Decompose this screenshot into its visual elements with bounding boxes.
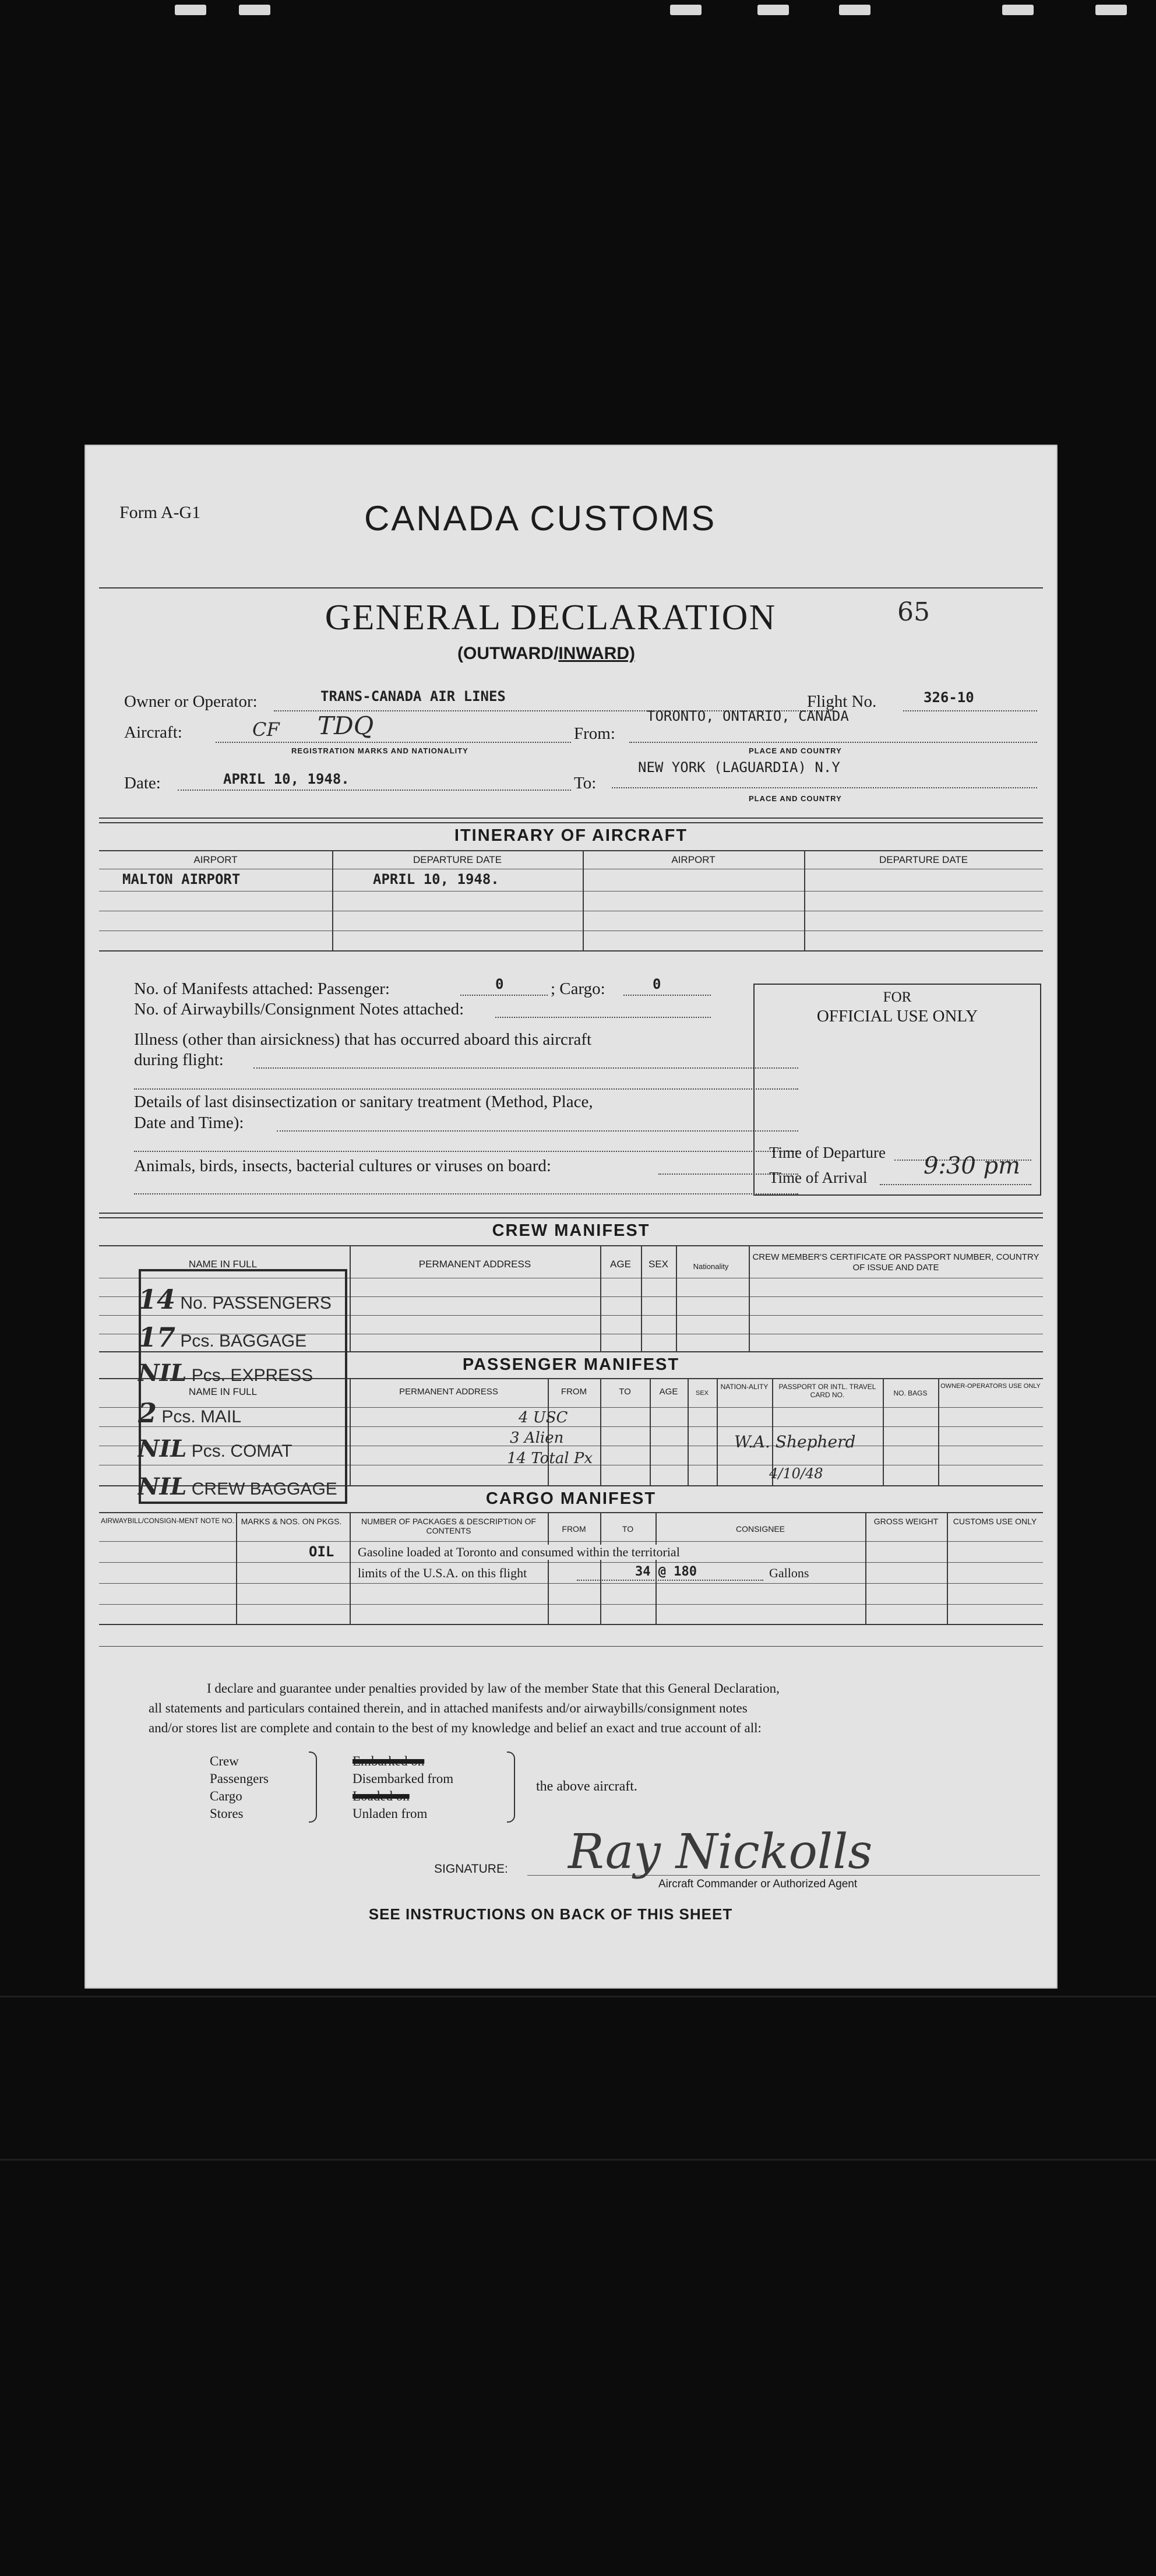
passenger-col-name: NAME IN FULL	[188, 1386, 258, 1397]
cargo-col-consignee: CONSIGNEE	[735, 1524, 785, 1534]
official-use-box	[753, 984, 1041, 1196]
flight-label: Flight No.	[807, 692, 877, 711]
column-line	[600, 1245, 601, 1351]
page-number: 65	[897, 597, 930, 627]
film-perforation	[839, 5, 870, 15]
from-caption: PLACE AND COUNTRY	[749, 746, 842, 755]
signature-label: SIGNATURE:	[434, 1862, 508, 1876]
stamp-count: 14	[138, 1284, 176, 1315]
airwaybills-label: No. of Airwaybills/Consignment Notes attached:	[134, 1000, 464, 1019]
cargo-col-weight: GROSS WEIGHT	[873, 1517, 939, 1526]
crew-col-address: PERMANENT ADDRESS	[418, 1259, 531, 1270]
flight-dotted-line	[903, 710, 1037, 711]
column-line	[676, 1245, 677, 1351]
declaration-option-disembarked: Disembarked from	[353, 1771, 454, 1786]
declaration-form	[84, 445, 1058, 1989]
passenger-manifest-title: PASSENGER MANIFEST	[462, 1355, 680, 1374]
date-label: Date:	[124, 774, 161, 792]
crew-col-certificate: CREW MEMBER'S CERTIFICATE OR PASSPORT NUMBER, COUNTRY OF ISSUE AND DATE	[752, 1252, 1039, 1273]
divider	[99, 850, 1043, 851]
divider	[99, 1217, 1043, 1218]
instructions-footer: SEE INSTRUCTIONS ON BACK OF THIS SHEET	[368, 1905, 733, 1923]
cargo-unit: Gallons	[769, 1566, 809, 1580]
stamp-count: NIL	[138, 1359, 187, 1387]
official-title-1: FOR	[883, 989, 912, 1005]
film-frame-line	[0, 2159, 1156, 2161]
film-strip-top	[0, 0, 1156, 35]
declaration-option-unladen: Unladen from	[353, 1806, 428, 1821]
passenger-col-sex: SEX	[695, 1390, 709, 1397]
column-line	[641, 1245, 642, 1351]
declaration-left-list	[210, 1753, 269, 1823]
column-line	[650, 1378, 651, 1485]
date-dotted-line	[178, 790, 571, 791]
owner-value: TRANS-CANADA AIR LINES	[320, 688, 506, 704]
crew-col-nationality: Nationality	[693, 1262, 729, 1271]
declaration-item-cargo: Cargo	[210, 1789, 242, 1803]
passenger-dotted-line	[460, 995, 548, 996]
aircraft-label: Aircraft:	[124, 723, 182, 742]
cargo-col-customs: CUSTOMS USE ONLY	[953, 1517, 1037, 1526]
brace-right	[507, 1752, 515, 1823]
film-perforation	[757, 5, 789, 15]
cargo-label: ; Cargo:	[551, 979, 605, 998]
declaration-item-stores: Stores	[210, 1806, 244, 1821]
aircraft-caption: REGISTRATION MARKS AND NATIONALITY	[291, 746, 468, 755]
column-line	[717, 1378, 718, 1485]
passenger-tally-usc: 4 USC	[519, 1409, 568, 1426]
stamp-label: Pcs. EXPRESS	[191, 1366, 313, 1385]
flight-value: 326-10	[924, 689, 974, 706]
direction-outward: (OUTWARD	[457, 644, 554, 663]
column-line	[938, 1378, 939, 1485]
film-frame-line	[0, 1996, 1156, 1997]
declaration-option-loaded: Loaded on	[353, 1789, 410, 1803]
declaration-option-embarked: Embarked on	[353, 1754, 425, 1768]
passenger-col-owner: OWNER-OPERATORS USE ONLY	[940, 1383, 1041, 1390]
passenger-col-age: AGE	[659, 1387, 678, 1397]
brace-left	[309, 1752, 317, 1823]
to-label: To:	[574, 774, 597, 792]
illness-label-1: Illness (other than airsickness) that has occurred aboard this aircraft	[134, 1030, 592, 1049]
stamp-count: 17	[138, 1322, 176, 1353]
stamp-label: Pcs. MAIL	[161, 1407, 242, 1426]
cargo-col-airwaybill: AIRWAYBILL/CONSIGN-MENT NOTE NO.	[101, 1517, 234, 1525]
column-line	[236, 1512, 237, 1624]
column-line	[600, 1512, 601, 1624]
column-line	[350, 1245, 351, 1351]
declaration-line-2: all statements and particulars contained therein, and in attached manifests and/or airwaybills/consignment notes	[149, 1701, 748, 1715]
crew-col-sex: SEX	[648, 1259, 669, 1270]
declaration-item-passengers: Passengers	[210, 1771, 269, 1786]
itinerary-date-1: APRIL 10, 1948.	[373, 871, 499, 887]
column-line	[804, 850, 805, 950]
cargo-manifest-count: 0	[653, 976, 661, 992]
illness-dotted-line-2	[134, 1088, 798, 1090]
divider	[99, 950, 1043, 952]
officer-initials: W.A. Shepherd	[734, 1432, 856, 1451]
cargo-col-to: TO	[622, 1524, 634, 1534]
stamp-row	[138, 1397, 241, 1429]
row-line	[99, 1583, 1043, 1584]
column-line	[583, 850, 584, 950]
passenger-col-bags: NO. BAGS	[893, 1389, 928, 1397]
passenger-col-to: TO	[619, 1387, 631, 1397]
aircraft-registration: TDQ	[318, 711, 374, 740]
declaration-mid-list	[353, 1753, 453, 1823]
crew-col-name: NAME IN FULL	[188, 1259, 258, 1270]
passenger-tally-total: 14 Total Px	[507, 1450, 593, 1467]
stamp-label: CREW BAGGAGE	[191, 1479, 337, 1499]
divider	[99, 1624, 1043, 1625]
disinsect-dotted-line-2	[134, 1151, 798, 1152]
from-label: From:	[574, 724, 615, 743]
to-caption: PLACE AND COUNTRY	[749, 794, 842, 803]
cargo-dotted-line	[623, 995, 711, 996]
column-line	[350, 1512, 351, 1624]
cargo-description-line-1: Gasoline loaded at Toronto and consumed within the territorial	[355, 1545, 682, 1560]
column-line	[548, 1512, 549, 1624]
crew-manifest-title: CREW MANIFEST	[492, 1221, 650, 1240]
from-dotted-line	[629, 742, 1037, 743]
illness-dotted-line	[253, 1067, 798, 1069]
passenger-col-from: FROM	[561, 1387, 587, 1397]
itinerary-col-departure: DEPARTURE DATE	[413, 854, 502, 865]
passenger-col-passport: PASSPORT OR INTL. TRAVEL CARD NO.	[778, 1383, 876, 1399]
signature-caption: Aircraft Commander or Authorized Agent	[658, 1878, 858, 1890]
stamp-label: Pcs. COMAT	[191, 1442, 292, 1461]
page-title: GENERAL DECLARATION	[325, 598, 777, 637]
stamp-row	[138, 1359, 313, 1387]
column-line	[865, 1512, 866, 1624]
itinerary-col-airport: AIRPORT	[193, 854, 238, 865]
direction-separator: /	[553, 644, 559, 663]
itinerary-airport-1: MALTON AIRPORT	[122, 871, 241, 887]
stamp-row	[138, 1435, 292, 1463]
cargo-col-from: FROM	[562, 1524, 586, 1534]
column-line	[332, 850, 333, 950]
row-line	[99, 1562, 1043, 1563]
divider	[99, 1512, 1043, 1513]
departure-time-label: Time of Departure	[769, 1144, 886, 1161]
arrival-dotted-line	[880, 1184, 1031, 1185]
aircraft-prefix: CF	[252, 718, 280, 741]
to-dotted-line	[612, 787, 1037, 788]
officer-initials-date: 4/10/48	[769, 1465, 823, 1482]
direction-inward: INWARD)	[558, 644, 635, 663]
animals-dotted-line-2	[134, 1193, 798, 1194]
arrival-time-label: Time of Arrival	[769, 1169, 868, 1186]
declaration-item-crew: Crew	[210, 1754, 239, 1768]
column-line	[749, 1245, 750, 1351]
column-line	[688, 1378, 689, 1485]
stamp-row	[138, 1322, 306, 1353]
divider	[99, 817, 1043, 819]
film-perforation	[1002, 5, 1034, 15]
form-number: Form A-G1	[119, 503, 201, 522]
cargo-col-marks: MARKS & NOS. ON PKGS.	[241, 1517, 342, 1526]
divider	[99, 1245, 1043, 1246]
film-perforation	[175, 5, 206, 15]
divider	[99, 587, 1043, 589]
film-perforation	[670, 5, 702, 15]
passenger-col-address: PERMANENT ADDRESS	[399, 1387, 498, 1397]
arrival-time-value: 9:30 pm	[924, 1153, 1021, 1179]
cargo-manifest-title: CARGO MANIFEST	[485, 1489, 657, 1508]
itinerary-title: ITINERARY OF AIRCRAFT	[454, 826, 688, 845]
stamp-count: NIL	[138, 1435, 187, 1463]
column-line	[350, 1378, 351, 1485]
declaration-line-1: I declare and guarantee under penalties provided by law of the member State that this General Declaration,	[207, 1681, 780, 1696]
film-perforation	[1095, 5, 1127, 15]
direction-label	[457, 644, 635, 664]
stamp-label: No. PASSENGERS	[180, 1294, 332, 1313]
animals-label: Animals, birds, insects, bacterial cultures or viruses on board:	[134, 1157, 551, 1175]
cargo-quantity: 34 @ 180	[635, 1564, 697, 1579]
film-perforation	[239, 5, 270, 15]
divider	[99, 1213, 1043, 1214]
airwaybills-dotted-line	[495, 1017, 711, 1018]
itinerary-col-departure-2: DEPARTURE DATE	[879, 854, 968, 865]
declaration-trailing: the above aircraft.	[536, 1779, 637, 1794]
column-line	[600, 1378, 601, 1485]
agency-title: CANADA CUSTOMS	[364, 499, 717, 538]
passenger-tally-alien: 3 Alien	[510, 1429, 564, 1447]
row-line	[99, 1604, 1043, 1605]
cargo-quantity-dotted-line	[577, 1580, 763, 1581]
stamp-row	[138, 1284, 332, 1315]
stamp-count: NIL	[138, 1473, 187, 1500]
passenger-manifest-count: 0	[495, 976, 504, 992]
aircraft-dotted-line	[216, 742, 571, 743]
manifests-label: No. of Manifests attached: Passenger:	[134, 979, 390, 998]
row-line	[99, 1541, 1043, 1542]
cargo-col-packages: NUMBER OF PACKAGES & DESCRIPTION OF CONTENTS	[361, 1517, 536, 1535]
illness-label-2: during flight:	[134, 1051, 224, 1069]
divider	[99, 822, 1043, 823]
column-line	[883, 1378, 884, 1485]
column-line	[947, 1512, 948, 1624]
passenger-col-nationality: NATION-ALITY	[720, 1383, 769, 1391]
itinerary-col-airport-2: AIRPORT	[671, 854, 716, 865]
crew-col-age: AGE	[610, 1259, 631, 1270]
official-title-2: OFFICIAL USE ONLY	[816, 1007, 978, 1026]
declaration-line-3: and/or stores list are complete and contain to the best of my knowledge and belief an exact and true account of all:	[149, 1721, 762, 1735]
owner-label: Owner or Operator:	[124, 692, 258, 711]
to-value: NEW YORK (LAGUARDIA) N.Y	[638, 759, 840, 776]
cargo-oil-mark: OIL	[309, 1544, 334, 1560]
signature-handwritten: Ray Nickolls	[568, 1824, 873, 1880]
disinsect-label-1: Details of last disinsectization or sanitary treatment (Method, Place,	[134, 1093, 593, 1111]
stamp-count: 2	[138, 1397, 157, 1429]
from-value: TORONTO, ONTARIO, CANADA	[647, 708, 849, 724]
stamp-label: Pcs. BAGGAGE	[180, 1331, 307, 1351]
cargo-description-line-2: limits of the U.S.A. on this flight	[355, 1566, 529, 1581]
date-value: APRIL 10, 1948.	[223, 771, 350, 787]
divider	[99, 1646, 1043, 1647]
disinsect-label-2: Date and Time):	[134, 1113, 244, 1132]
disinsect-dotted-line	[277, 1130, 798, 1132]
